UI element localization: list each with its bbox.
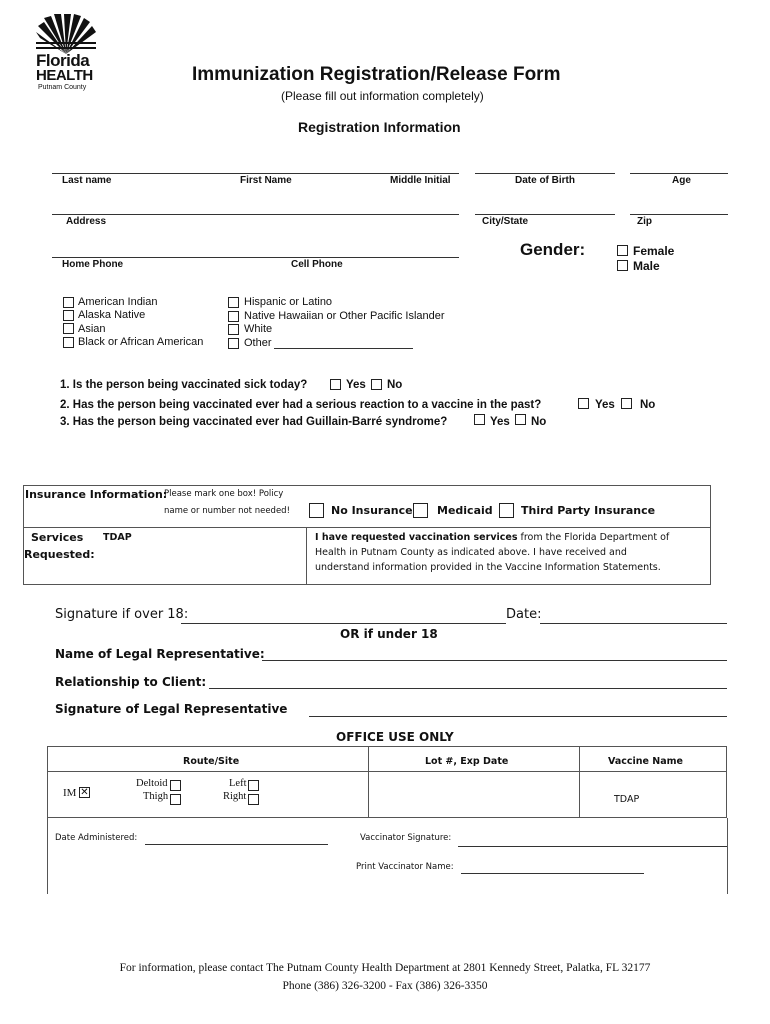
- race-other-label: Other: [244, 337, 272, 349]
- consent-line-2: Health in Putnam County as indicated above. I have received and: [315, 547, 627, 558]
- first-name-label: First Name: [240, 175, 292, 186]
- race-hispanic-label: Hispanic or Latino: [244, 296, 333, 308]
- vaccinator-signature-label: Vaccinator Signature:: [360, 833, 452, 843]
- zip-label: Zip: [637, 216, 652, 227]
- gender-female-label: Female: [633, 244, 675, 258]
- vaccinator-signature-line[interactable]: [458, 846, 727, 847]
- footer-phone: Phone (386) 326-3200 - Fax (386) 326-3350: [282, 980, 488, 992]
- legal-signature-line[interactable]: [309, 716, 727, 717]
- right-checkbox[interactable]: [248, 794, 259, 805]
- race-pacific-islander-label: Native Hawaiian or Other Pacific Islander: [244, 310, 445, 322]
- services-value: TDAP: [103, 532, 132, 543]
- third-party-checkbox[interactable]: [499, 503, 514, 518]
- office-use-title: OFFICE USE ONLY: [336, 730, 454, 744]
- city-state-label: City/State: [482, 216, 529, 227]
- office-header-divider: [47, 771, 727, 772]
- office-col-divider-2: [579, 746, 580, 818]
- office-col-divider-1: [368, 746, 369, 818]
- services-label-2: Requested:: [24, 548, 95, 561]
- race-asian-checkbox[interactable]: [63, 323, 74, 334]
- race-white-label: White: [244, 323, 273, 335]
- insurance-divider: [23, 527, 711, 528]
- legal-rep-line[interactable]: [262, 660, 727, 661]
- middle-initial-label: Middle Initial: [390, 175, 451, 186]
- home-phone-label: Home Phone: [62, 259, 124, 270]
- city-line[interactable]: [475, 214, 615, 215]
- left-label: Left: [229, 778, 247, 789]
- gender-male-label: Male: [633, 259, 660, 273]
- form-subtitle: (Please fill out information completely): [281, 89, 484, 103]
- phone-line[interactable]: [52, 257, 459, 258]
- print-vaccinator-name-label: Print Vaccinator Name:: [356, 862, 454, 872]
- race-hispanic-checkbox[interactable]: [228, 297, 239, 308]
- date-label: Date:: [506, 607, 542, 622]
- q2-yes-label: Yes: [595, 399, 615, 411]
- deltoid-checkbox[interactable]: [170, 780, 181, 791]
- zip-line[interactable]: [630, 214, 728, 215]
- right-label: Right: [223, 791, 247, 802]
- race-black-checkbox[interactable]: [63, 337, 74, 348]
- services-label-1: Services: [31, 531, 84, 544]
- insurance-label: Insurance Information:: [25, 488, 168, 501]
- consent-bold: I have requested vaccination services: [315, 532, 518, 543]
- race-pacific-islander-checkbox[interactable]: [228, 311, 239, 322]
- signature-over-18-line[interactable]: [181, 623, 506, 624]
- or-under-18: OR if under 18: [340, 627, 438, 641]
- section-title: Registration Information: [298, 119, 461, 135]
- race-other-checkbox[interactable]: [228, 338, 239, 349]
- medicaid-checkbox[interactable]: [413, 503, 428, 518]
- race-alaska-native-checkbox[interactable]: [63, 310, 74, 321]
- race-other-line[interactable]: [274, 348, 413, 349]
- no-insurance-label: No Insurance: [331, 504, 413, 517]
- consent-rest: from the Florida Department of: [517, 532, 670, 543]
- cell-phone-label: Cell Phone: [291, 259, 343, 270]
- date-administered-label: Date Administered:: [55, 833, 138, 843]
- thigh-checkbox[interactable]: [170, 794, 181, 805]
- dob-label: Date of Birth: [515, 175, 575, 186]
- q1-no-label: No: [387, 379, 403, 391]
- race-white-checkbox[interactable]: [228, 324, 239, 335]
- q3-no-label: No: [531, 416, 547, 428]
- q3-yes-checkbox[interactable]: [474, 414, 485, 425]
- logo-health-text: HEALTH: [36, 67, 93, 84]
- age-line[interactable]: [630, 173, 728, 174]
- signature-over-18-label: Signature if over 18:: [55, 607, 189, 622]
- no-insurance-checkbox[interactable]: [309, 503, 324, 518]
- im-label: IM: [63, 787, 77, 799]
- medicaid-label: Medicaid: [437, 504, 493, 517]
- q3-no-checkbox[interactable]: [515, 414, 526, 425]
- date-administered-line[interactable]: [145, 844, 328, 845]
- services-divider: [306, 527, 307, 585]
- left-checkbox[interactable]: [248, 780, 259, 791]
- vaccine-value: TDAP: [614, 794, 640, 805]
- question-3: 3. Has the person being vaccinated ever had Guillain-Barré syndrome?: [60, 416, 448, 428]
- thigh-label: Thigh: [143, 791, 169, 802]
- q2-yes-checkbox[interactable]: [578, 398, 589, 409]
- consent-line-1: [315, 532, 669, 543]
- gender-female-checkbox[interactable]: [617, 245, 628, 256]
- im-checkbox-checked[interactable]: ✕: [80, 787, 89, 798]
- address-label: Address: [66, 216, 107, 227]
- office-left-edge: [47, 818, 48, 894]
- legal-rep-label: Name of Legal Representative:: [55, 647, 265, 661]
- q1-no-checkbox[interactable]: [371, 379, 382, 390]
- q2-no-checkbox[interactable]: [621, 398, 632, 409]
- logo-county-text: Putnam County: [38, 84, 87, 91]
- q1-yes-label: Yes: [346, 379, 366, 391]
- q2-no-label: No: [640, 399, 656, 411]
- race-black-label: Black or African American: [78, 336, 204, 348]
- logo-florida-text: Florida: [36, 51, 90, 70]
- address-line[interactable]: [52, 214, 459, 215]
- legal-signature-label: Signature of Legal Representative: [55, 702, 288, 716]
- date-line[interactable]: [540, 623, 727, 624]
- race-alaska-native-label: Alaska Native: [78, 309, 146, 321]
- third-party-label: Third Party Insurance: [521, 504, 656, 517]
- race-american-indian-label: American Indian: [78, 296, 158, 308]
- race-american-indian-checkbox[interactable]: [63, 297, 74, 308]
- form-title: Immunization Registration/Release Form: [192, 64, 561, 85]
- consent-line-3: understand information provided in the Vaccine Information Statements.: [315, 562, 661, 573]
- q3-yes-label: Yes: [490, 416, 510, 428]
- footer-contact: For information, please contact The Putnam County Health Department at 2801 Kennedy Street, Palatka, FL 32177: [119, 962, 651, 974]
- relationship-line[interactable]: [209, 688, 727, 689]
- office-right-edge: [727, 818, 728, 894]
- q1-yes-checkbox[interactable]: [330, 379, 341, 390]
- sunburst-logo-icon: [36, 14, 96, 54]
- dob-line[interactable]: [475, 173, 615, 174]
- logo: [36, 14, 98, 94]
- col-vaccine-name: Vaccine Name: [608, 756, 683, 767]
- age-label: Age: [672, 175, 691, 186]
- question-2: 2. Has the person being vaccinated ever had a serious reaction to a vaccine in the past?: [60, 399, 542, 411]
- col-route-site: Route/Site: [183, 756, 240, 767]
- gender-male-checkbox[interactable]: [617, 260, 628, 271]
- insurance-note-1: Please mark one box! Policy: [164, 489, 284, 499]
- relationship-label: Relationship to Client:: [55, 675, 207, 689]
- race-asian-label: Asian: [78, 323, 106, 335]
- insurance-note-2: name or number not needed!: [164, 506, 290, 516]
- name-line[interactable]: [52, 173, 459, 174]
- gender-label: Gender:: [520, 240, 586, 259]
- question-1: 1. Is the person being vaccinated sick today?: [60, 379, 308, 391]
- deltoid-label: Deltoid: [136, 778, 168, 789]
- print-vaccinator-name-line[interactable]: [461, 873, 644, 874]
- last-name-label: Last name: [62, 175, 112, 186]
- col-lot-exp: Lot #, Exp Date: [425, 756, 509, 767]
